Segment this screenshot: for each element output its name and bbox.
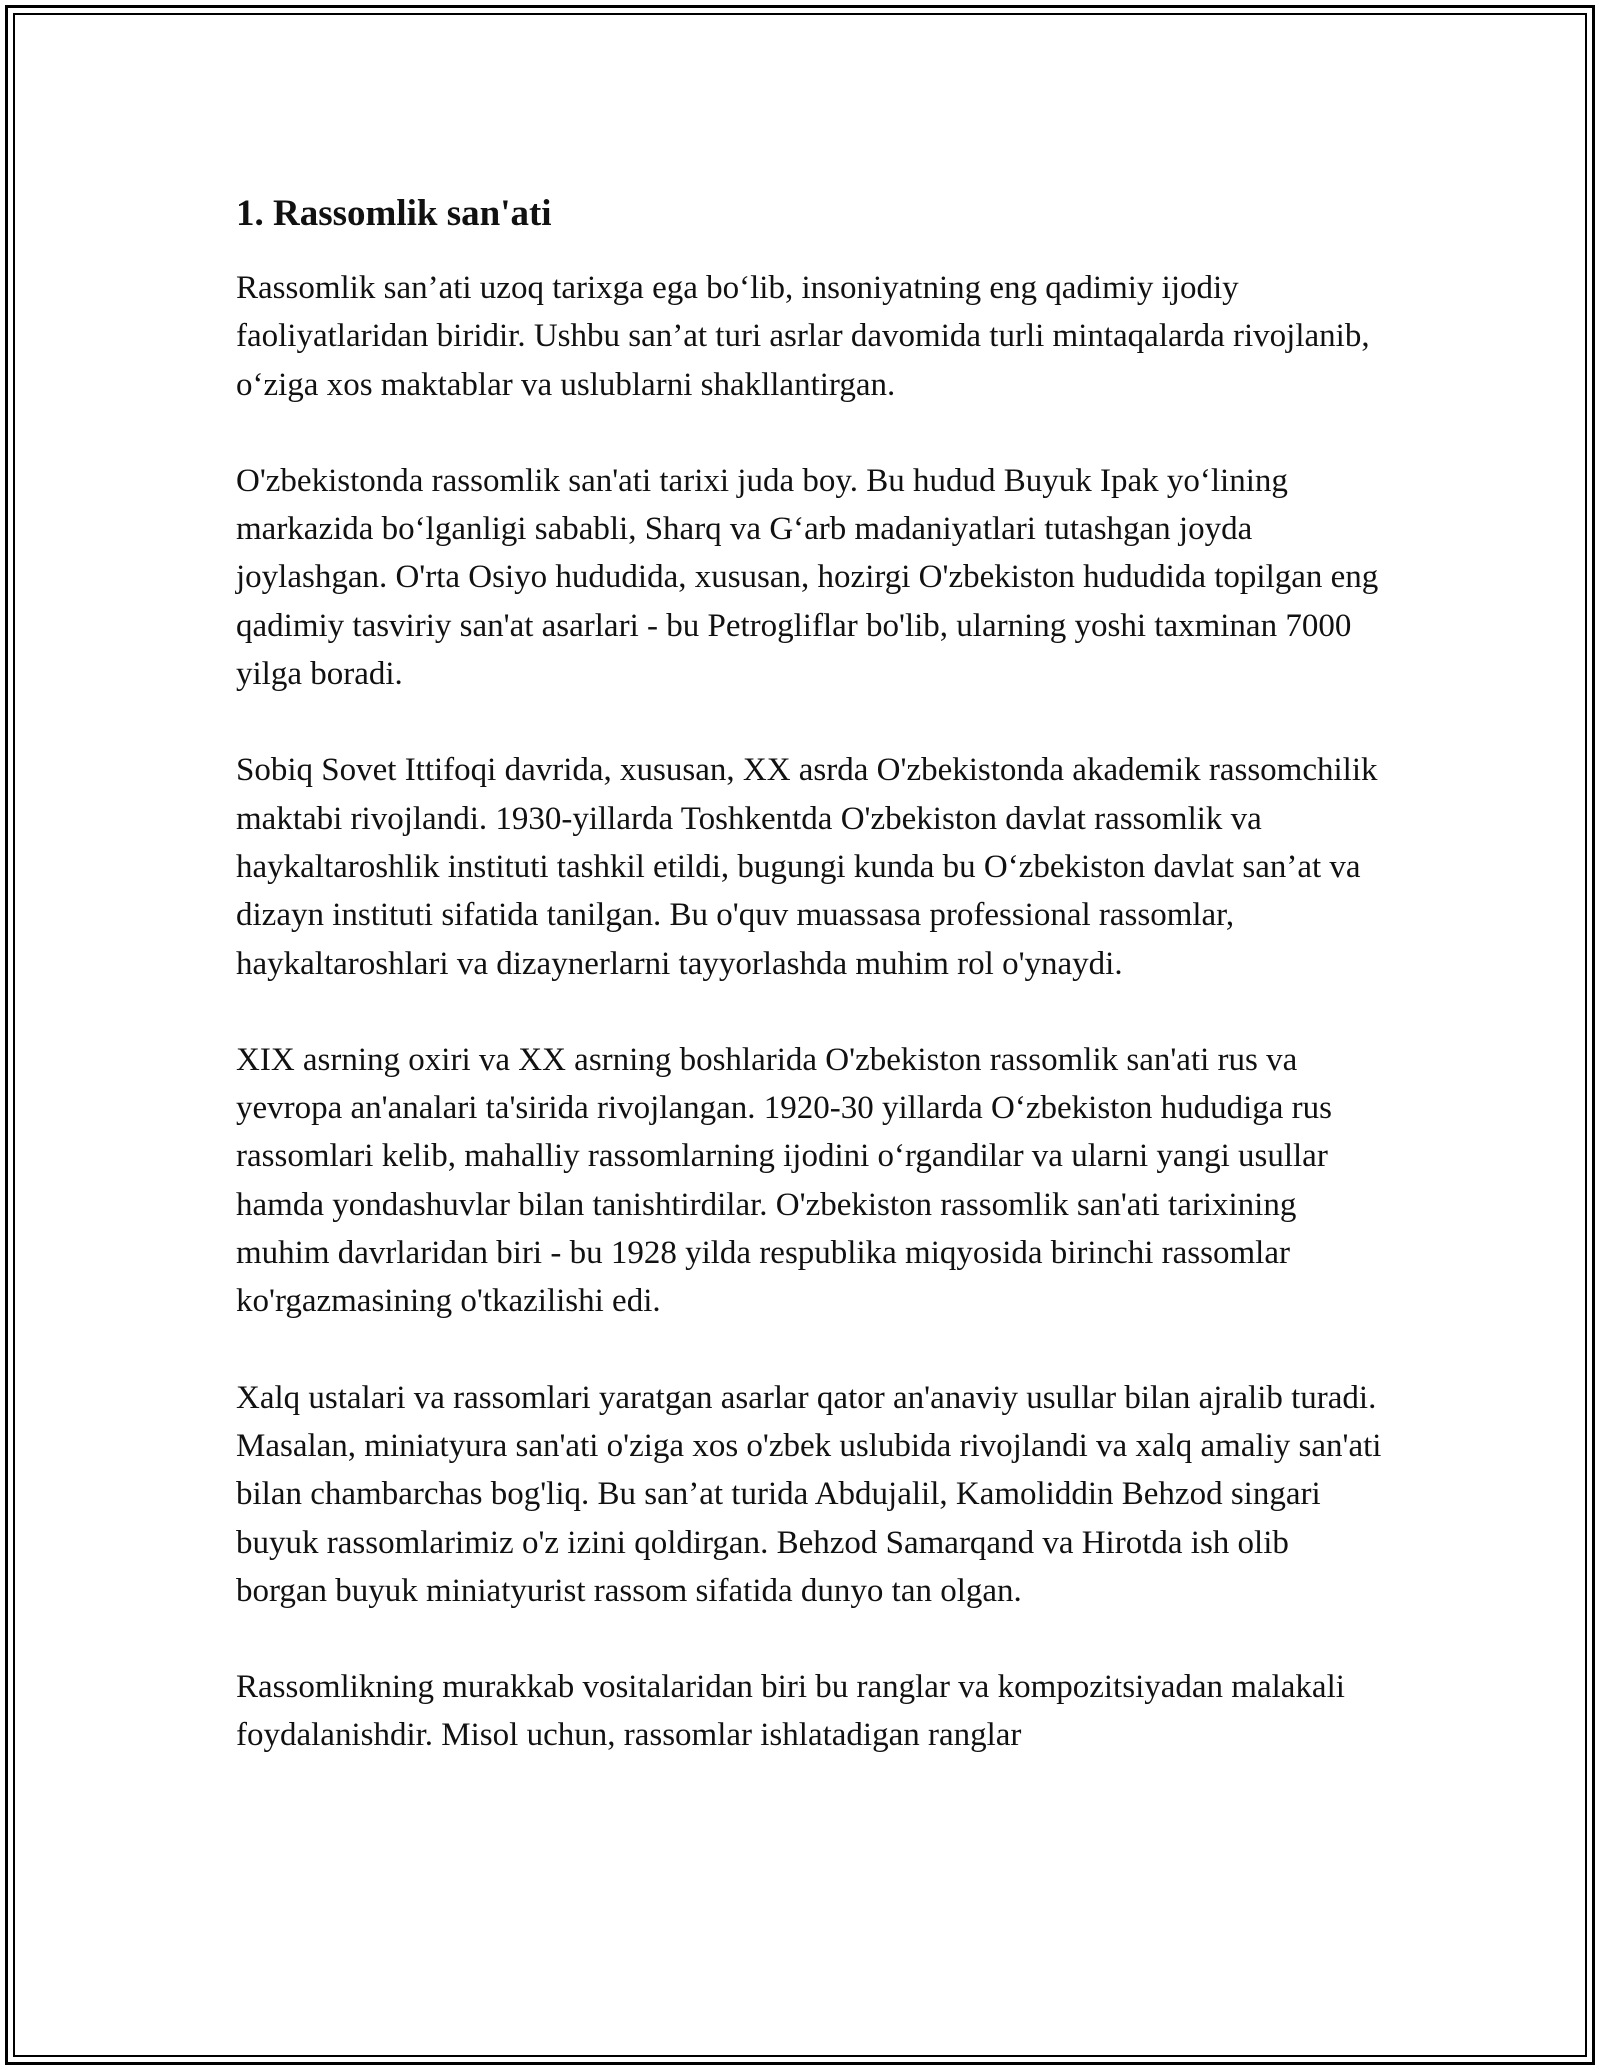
paragraph-1: Rassomlik san’ati uzoq tarixga ega bo‘lib, insoniyatning eng qadimiy ijodiy faoliyatlaridan biridir. Ushbu san’at turi asrlar davomida turli mintaqalarda rivojlanib, o‘ziga xos maktablar va uslublarni shakllantirgan. bbox=[236, 270, 1370, 403]
section-heading: 1. Rassomlik san'ati bbox=[236, 193, 552, 234]
paragraph-4: XIX asrning oxiri va XX asrning boshlarida O'zbekiston rassomlik san'ati rus va yevropa an'analari ta'sirida rivojlangan. 1920-30 yillarda O‘zbekiston hududiga rus rassomlari kelib, mahalliy rassomlarning ijodini o‘rgandilar va ularni yangi usullar hamda yondashuvlar bilan tanishtirdilar. O'zbekiston rassomlik san'ati tarixining muhim davrlaridan biri - bu 1928 yilda respublika miqyosida birinchi rassomlar ko'rgazmasining o'tkazilishi edi. bbox=[236, 1041, 1332, 1320]
document-body bbox=[236, 190, 1386, 1808]
paragraph-2: O'zbekistonda rassomlik san'ati tarixi juda boy. Bu hudud Buyuk Ipak yo‘lining markazida bo‘lganligi sababli, Sharq va G‘arb madaniyatlari tutashgan joyda joylashgan. O'rta Osiyo hududida, xususan, hozirgi O'zbekiston hududida topilgan eng qadimiy tasviriy san'at asarlari - bu Petrogliflar bo'lib, ularning yoshi taxminan 7000 yilga boradi. bbox=[236, 462, 1379, 693]
paragraph-6: Rassomlikning murakkab vositalaridan biri bu ranglar va kompozitsiyadan malakali foydalanishdir. Misol uchun, rassomlar ishlatadigan ranglar bbox=[236, 1669, 1345, 1754]
paragraph-5: Xalq ustalari va rassomlari yaratgan asarlar qator an'anaviy usullar bilan ajralib turadi. Masalan, miniatyura san'ati o'ziga xos o'zbek uslubida rivojlandi va xalq amaliy san'ati bilan chambarchas bog'liq. Bu san’at turida Abdujalil, Kamoliddin Behzod singari buyuk rassomlarimiz o'z izini qoldirgan. Behzod Samarqand va Hirotda ish olib borgan buyuk miniatyurist rassom sifatida dunyo tan olgan. bbox=[236, 1379, 1382, 1609]
paragraph-3: Sobiq Sovet Ittifoqi davrida, xususan, XX asrda O'zbekistonda akademik rassomchilik maktabi rivojlandi. 1930-yillarda Toshkentda O'zbekiston davlat rassomlik va haykaltaroshlik instituti tashkil etildi, bugungi kunda bu O‘zbekiston davlat san’at va dizayn instituti sifatida tanilgan. Bu o'quv muassasa professional rassomlar, haykaltaroshlari va dizaynerlarni tayyorlashda muhim rol o'ynaydi. bbox=[236, 752, 1378, 982]
